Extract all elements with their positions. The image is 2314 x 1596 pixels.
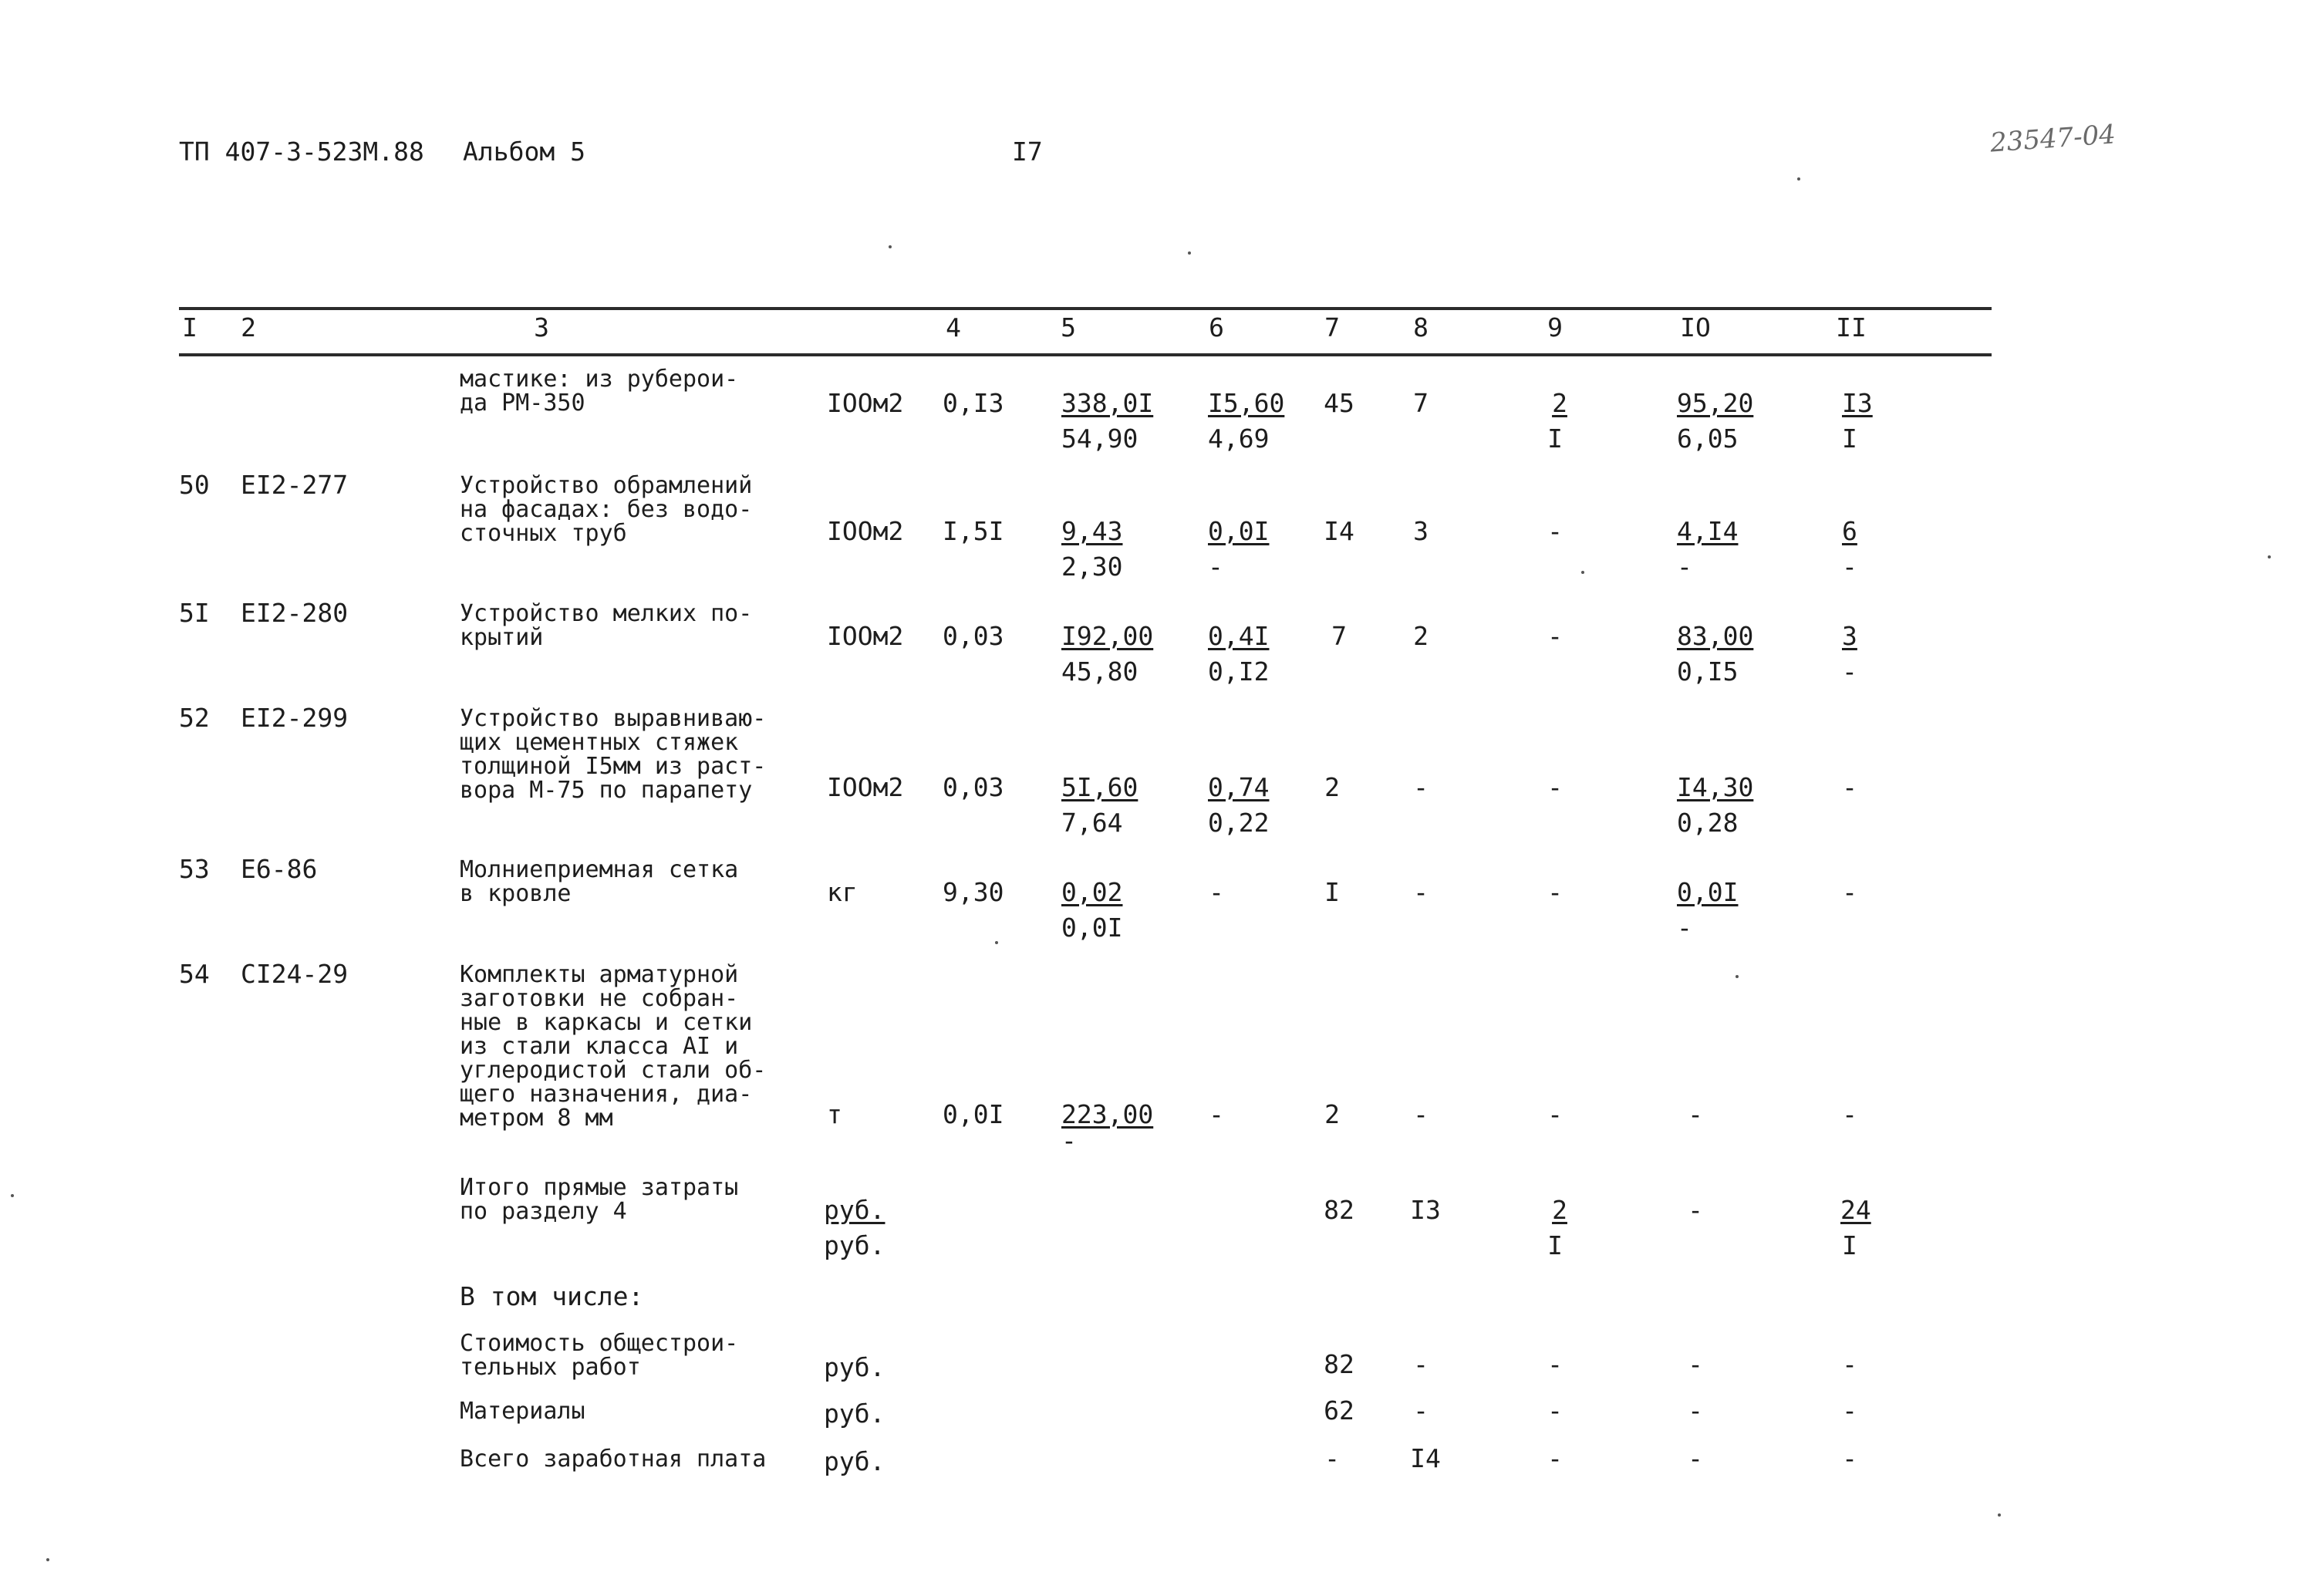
price-code: CI24-29 xyxy=(241,959,349,989)
breakdown-description: Всего заработная плата xyxy=(460,1446,767,1473)
col5-bottom: 45,80 xyxy=(1061,656,1138,687)
quantity-cell: I,5I xyxy=(943,516,1004,546)
col-number: 4 xyxy=(946,312,961,342)
col-number: 5 xyxy=(1061,312,1076,342)
breakdown-col10: - xyxy=(1688,1395,1703,1426)
page-number: I7 xyxy=(1012,137,1043,167)
quantity-cell: 0,03 xyxy=(943,621,1004,651)
breakdown-unit: руб. xyxy=(824,1352,885,1382)
col8-cell: 7 xyxy=(1413,388,1429,418)
col7-cell: I4 xyxy=(1324,516,1354,546)
archive-number: 23547-04 xyxy=(1988,119,2117,159)
col-number: 2 xyxy=(241,312,256,342)
col7-cell: 45 xyxy=(1324,388,1354,418)
col6-bottom: - xyxy=(1208,552,1223,582)
col10-bottom: - xyxy=(1677,913,1692,943)
breakdown-col7: 82 xyxy=(1324,1349,1354,1379)
col5-top: 5I,60 xyxy=(1061,772,1138,802)
col8-cell: - xyxy=(1413,1099,1429,1129)
price-code: EI2-280 xyxy=(241,598,349,628)
col7-cell: I xyxy=(1324,877,1340,907)
col6-top: 0,4I xyxy=(1208,621,1270,651)
col-number: 9 xyxy=(1547,312,1563,342)
col11-bottom: I xyxy=(1842,423,1857,454)
col5-bottom: 7,64 xyxy=(1061,808,1123,838)
col-number: 3 xyxy=(534,312,549,342)
col11-top: 6 xyxy=(1842,516,1857,546)
scan-speck xyxy=(889,245,892,248)
breakdown-col11: - xyxy=(1842,1349,1857,1379)
col5-bottom: 0,0I xyxy=(1061,913,1123,943)
quantity-cell: 9,30 xyxy=(943,877,1004,907)
col6-top: I5,60 xyxy=(1208,388,1285,418)
col9-top: - xyxy=(1547,516,1563,546)
document-code: ТП 407-3-523М.88 xyxy=(179,137,424,167)
col9-top: - xyxy=(1547,772,1563,802)
col-number: 6 xyxy=(1209,312,1224,342)
including-label: В том числе: xyxy=(460,1281,644,1311)
row-description: Устройство мелких по- крытий xyxy=(460,600,753,651)
col-number: I xyxy=(182,312,197,342)
col7-cell: 2 xyxy=(1324,1099,1340,1129)
unit-cell: кг xyxy=(827,877,858,907)
col6-top: 0,74 xyxy=(1208,772,1270,802)
col9-top: - xyxy=(1547,621,1563,651)
price-code: E6-86 xyxy=(241,854,318,884)
table-top-rule xyxy=(179,307,1992,310)
totals-unit-top: руб. xyxy=(824,1195,885,1225)
col6-bottom: 4,69 xyxy=(1208,423,1270,454)
col5-top: 9,43 xyxy=(1061,516,1123,546)
unit-cell: т xyxy=(827,1099,842,1129)
col8-cell: - xyxy=(1413,877,1429,907)
col7-cell: 2 xyxy=(1324,772,1340,802)
col5-top: 0,02 xyxy=(1061,877,1123,907)
scan-speck xyxy=(2268,555,2271,558)
scan-speck xyxy=(1736,975,1739,978)
table-header-rule xyxy=(179,353,1992,356)
unit-cell: IOOм2 xyxy=(827,621,904,651)
col10-top: - xyxy=(1688,1099,1703,1129)
col-number: II xyxy=(1836,312,1867,342)
row-description: мастике: из руберои- да РМ-350 xyxy=(460,366,739,417)
quantity-cell: 0,I3 xyxy=(943,388,1004,418)
unit-cell: IOOм2 xyxy=(827,388,904,418)
row-number: 50 xyxy=(179,470,210,500)
col10-top: 4,I4 xyxy=(1677,516,1739,546)
col-number: IO xyxy=(1680,312,1711,342)
col11-top: - xyxy=(1842,772,1857,802)
unit-cell: IOOм2 xyxy=(827,516,904,546)
breakdown-col10: - xyxy=(1688,1443,1703,1473)
breakdown-col11: - xyxy=(1842,1395,1857,1426)
row-description: Комплекты арматурной заготовки не собран- ные в каркасы и сетки из стали класса AI и углеродистой стали об- щего назначения, диа- метром 8 мм xyxy=(460,961,767,1132)
scan-speck xyxy=(1998,1513,2001,1517)
breakdown-description: Стоимость общестрои- тельных работ xyxy=(460,1330,739,1381)
breakdown-col9: - xyxy=(1547,1349,1563,1379)
row-description: Устройство выравниваю- щих цементных стяжек толщиной I5мм из раст- вора М-75 по парапету xyxy=(460,705,767,804)
col11-bottom: - xyxy=(1842,552,1857,582)
scan-speck xyxy=(995,941,998,944)
col9-top: - xyxy=(1547,877,1563,907)
col10-top: I4,30 xyxy=(1677,772,1754,802)
col5-top: 338,0I xyxy=(1061,388,1154,418)
col11-top: I3 xyxy=(1842,388,1873,418)
col9-top: - xyxy=(1547,1099,1563,1129)
row-description: Устройство обрамлений на фасадах: без водо- сточных труб xyxy=(460,472,753,547)
breakdown-col11: - xyxy=(1842,1443,1857,1473)
row-number: 52 xyxy=(179,703,210,733)
totals-description: Итого прямые затраты по разделу 4 xyxy=(460,1174,739,1225)
col9-bottom: I xyxy=(1547,423,1563,454)
totals-col9-top: 2 xyxy=(1552,1195,1567,1225)
col10-top: 95,20 xyxy=(1677,388,1754,418)
row-number: 54 xyxy=(179,959,210,989)
col5-top: 223,00 xyxy=(1061,1099,1154,1129)
breakdown-col9: - xyxy=(1547,1443,1563,1473)
col11-top: 3 xyxy=(1842,621,1857,651)
totals-col7: 82 xyxy=(1324,1195,1354,1225)
totals-col10: - xyxy=(1688,1195,1703,1225)
totals-col11-top: 24 xyxy=(1840,1195,1871,1225)
col10-bottom: 6,05 xyxy=(1677,423,1739,454)
breakdown-col10: - xyxy=(1688,1349,1703,1379)
scan-speck xyxy=(1797,177,1800,181)
col9-top: 2 xyxy=(1552,388,1567,418)
col10-bottom: 0,28 xyxy=(1677,808,1739,838)
col10-top: 83,00 xyxy=(1677,621,1754,651)
breakdown-col8: - xyxy=(1413,1349,1429,1379)
col-number: 8 xyxy=(1413,312,1429,342)
row-number: 53 xyxy=(179,854,210,884)
col5-bottom: - xyxy=(1061,1125,1077,1156)
col6-bottom: 0,22 xyxy=(1208,808,1270,838)
col10-bottom: - xyxy=(1677,552,1692,582)
col10-bottom: 0,I5 xyxy=(1677,656,1739,687)
col11-top: - xyxy=(1842,877,1857,907)
col8-cell: - xyxy=(1413,772,1429,802)
price-code: EI2-299 xyxy=(241,703,349,733)
scan-speck xyxy=(46,1558,49,1561)
breakdown-col8: - xyxy=(1413,1395,1429,1426)
unit-cell: IOOм2 xyxy=(827,772,904,802)
scan-speck xyxy=(1581,571,1584,574)
quantity-cell: 0,0I xyxy=(943,1099,1004,1129)
totals-col11-bottom: I xyxy=(1842,1230,1857,1260)
col6-top: - xyxy=(1209,877,1224,907)
breakdown-col7: 62 xyxy=(1324,1395,1354,1426)
totals-col9-bottom: I xyxy=(1547,1230,1563,1260)
col10-top: 0,0I xyxy=(1677,877,1739,907)
totals-unit-bottom: руб. xyxy=(824,1230,885,1260)
col-number: 7 xyxy=(1324,312,1340,342)
totals-col8: I3 xyxy=(1410,1195,1441,1225)
col8-cell: 3 xyxy=(1413,516,1429,546)
quantity-cell: 0,03 xyxy=(943,772,1004,802)
scan-speck xyxy=(1188,251,1191,255)
price-code: EI2-277 xyxy=(241,470,349,500)
breakdown-description: Материалы xyxy=(460,1398,585,1425)
breakdown-unit: руб. xyxy=(824,1446,885,1476)
col5-bottom: 2,30 xyxy=(1061,552,1123,582)
breakdown-unit: руб. xyxy=(824,1399,885,1429)
col11-bottom: - xyxy=(1842,656,1857,687)
col8-cell: 2 xyxy=(1413,621,1429,651)
col6-bottom: 0,I2 xyxy=(1208,656,1270,687)
scan-speck xyxy=(11,1194,14,1197)
row-number: 5I xyxy=(179,598,210,628)
breakdown-col7: - xyxy=(1324,1443,1340,1473)
col6-top: 0,0I xyxy=(1208,516,1270,546)
breakdown-col9: - xyxy=(1547,1395,1563,1426)
col5-top: I92,00 xyxy=(1061,621,1154,651)
col11-top: - xyxy=(1842,1099,1857,1129)
breakdown-col8: I4 xyxy=(1410,1443,1441,1473)
album-label: Альбом 5 xyxy=(463,137,585,167)
row-description: Молниеприемная сетка в кровле xyxy=(460,856,739,907)
col7-cell: 7 xyxy=(1331,621,1347,651)
col5-bottom: 54,90 xyxy=(1061,423,1138,454)
col6-top: - xyxy=(1209,1099,1224,1129)
